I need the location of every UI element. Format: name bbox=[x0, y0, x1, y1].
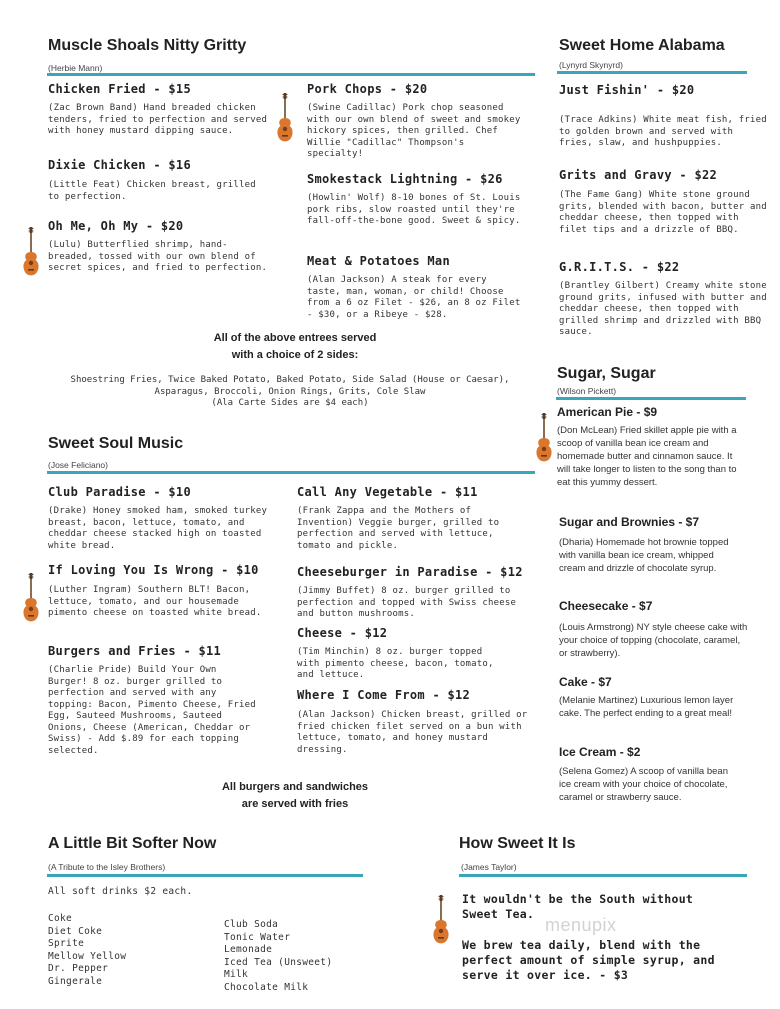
item-desc-ice-cream: (Selena Gomez) A scoop of vanilla bean ice cream with your choice of chocolate, caramel or strawberry sauce. bbox=[559, 766, 728, 803]
entrees-note bbox=[150, 330, 440, 364]
drinks-list-left bbox=[48, 913, 126, 988]
item-desc-cheeseburger-in-paradise: (Jimmy Buffet) 8 oz. burger grilled to perfection and topped with Swiss cheese and button mushrooms. bbox=[297, 586, 517, 619]
item-desc-meat-potatoes: (Alan Jackson) A steak for every taste, man, woman, or child! Choose from a 6 oz Filet - $26, an 8 oz Filet - $30, or a Ribeye - $28. bbox=[307, 275, 521, 320]
watermark: menupix bbox=[545, 915, 617, 935]
section-subtitle-sugar-sugar: (Wilson Pickett) bbox=[557, 386, 617, 396]
item-desc-grits: (Brantley Gilbert) Creamy white stone ground grits, infused with butter and cheddar cheese, then topped with grilled shrimp and drizzled with BBQ sauce. bbox=[559, 281, 767, 337]
sweet-tea-line-1: It wouldn't be the South without bbox=[462, 892, 694, 906]
section-subtitle-muscle-shoals: (Herbie Mann) bbox=[48, 63, 103, 73]
sweet-tea-line-2: Sweet Tea. bbox=[462, 907, 535, 921]
item-desc-american-pie: (Don McLean) Fried skillet apple pie with a scoop of vanilla bean ice cream and homemade butter and cinnamon sauce. It will take longer to listen to the song than to eat this yummy dessert. bbox=[557, 425, 737, 488]
drink-item: Chocolate Milk bbox=[224, 981, 309, 993]
drink-item: Milk bbox=[224, 969, 249, 980]
guitar-icon bbox=[21, 226, 41, 278]
section-title-sweet-home-alabama: Sweet Home Alabama bbox=[559, 37, 725, 54]
sides-line-1: Shoestring Fries, Twice Baked Potato, Baked Potato, Side Salad (House or Caesar), bbox=[70, 375, 510, 385]
section-subtitle-how-sweet-it-is: (James Taylor) bbox=[461, 862, 517, 872]
item-desc-cake: (Melanie Martinez) Luxurious lemon layer cake. The perfect ending to a great meal! bbox=[559, 695, 734, 719]
section-subtitle-a-little-bit-softer-now: (A Tribute to the Isley Brothers) bbox=[48, 862, 166, 872]
item-desc-grits-and-gravy: (The Fame Gang) White stone ground grits, blended with bacon, butter and cheddar cheese, then topped with filet tips and a drizzle of BBQ. bbox=[559, 190, 767, 235]
section-subtitle-sweet-soul-music: (Jose Feliciano) bbox=[48, 460, 108, 470]
item-title-burgers-and-fries: Burgers and Fries - $11 bbox=[48, 644, 222, 658]
sides-line-2: Asparagus, Broccoli, Onion Rings, Grits, Cole Slaw bbox=[154, 386, 426, 397]
entrees-note-line-2: with a choice of 2 sides: bbox=[231, 349, 359, 361]
item-desc-oh-me-oh-my: (Lulu) Butterflied shrimp, hand-breaded, tossed with our own blend of secret spices, and fried to perfection. bbox=[48, 240, 268, 273]
section-title-a-little-bit-softer-now: A Little Bit Softer Now bbox=[48, 835, 217, 852]
item-title-if-loving-you: If Loving You Is Wrong - $10 bbox=[48, 563, 259, 577]
item-title-american-pie: American Pie - $9 bbox=[557, 405, 658, 419]
item-desc-just-fishin: (Trace Adkins) White meat fish, fried to golden brown and served with fries, slaw, and hushpuppies. bbox=[559, 115, 767, 148]
item-title-cheesecake: Cheesecake - $7 bbox=[559, 599, 653, 613]
drink-item: Dr. Pepper bbox=[48, 963, 109, 974]
item-desc-call-any-vegetable: (Frank Zappa and the Mothers of Invention) Veggie burger, grilled to perfection and served with lettuce, tomato and pickle. bbox=[297, 506, 500, 551]
section-subtitle-sweet-home-alabama: (Lynyrd Skynyrd) bbox=[559, 60, 623, 70]
item-title-grits: G.R.I.T.S. - $22 bbox=[559, 260, 680, 274]
drink-item: Diet Coke bbox=[48, 925, 103, 937]
item-title-pork-chops: Pork Chops - $20 bbox=[307, 82, 428, 96]
item-title-grits-and-gravy: Grits and Gravy - $22 bbox=[559, 168, 718, 182]
item-desc-smokestack-lightning: (Howlin' Wolf) 8-10 bones of St. Louis pork ribs, slow roasted until they're fall-off-the-bone good. Sweet & spicy. bbox=[307, 193, 521, 226]
item-title-just-fishin: Just Fishin' - $20 bbox=[559, 83, 695, 97]
section-rule-sugar-sugar bbox=[556, 397, 746, 400]
section-rule-a-little-bit-softer-now bbox=[47, 874, 363, 877]
section-rule-how-sweet-it-is bbox=[459, 874, 747, 877]
section-title-how-sweet-it-is: How Sweet It Is bbox=[459, 835, 576, 852]
sweet-tea-line-4: perfect amount of simple syrup, and bbox=[462, 953, 715, 967]
item-title-chicken-fried: Chicken Fried - $15 bbox=[48, 82, 191, 96]
sides-line-3: (Ala Carte Sides are $4 each) bbox=[211, 398, 369, 408]
drink-item: Gingerale bbox=[48, 975, 103, 987]
burgers-note-line-1: All burgers and sandwiches bbox=[221, 781, 369, 793]
drink-item: Tonic Water bbox=[224, 931, 291, 943]
section-title-sweet-soul-music: Sweet Soul Music bbox=[48, 435, 184, 452]
item-desc-cheesecake: (Louis Armstrong) NY style cheese cake with your choice of topping (chocolate, caramel, or strawberry). bbox=[559, 622, 748, 659]
section-title-muscle-shoals: Muscle Shoals Nitty Gritty bbox=[48, 37, 247, 54]
drink-item: Sprite bbox=[48, 938, 85, 949]
item-title-dixie-chicken: Dixie Chicken - $16 bbox=[48, 158, 191, 172]
drink-item: Lemonade bbox=[224, 944, 273, 955]
section-rule-sweet-soul-music bbox=[47, 471, 535, 474]
item-title-cake: Cake - $7 bbox=[559, 675, 612, 689]
sweet-tea-line-3: We brew tea daily, blend with the bbox=[462, 938, 701, 952]
guitar-icon bbox=[275, 92, 295, 144]
item-title-ice-cream: Ice Cream - $2 bbox=[559, 745, 641, 759]
item-title-oh-me-oh-my: Oh Me, Oh My - $20 bbox=[48, 219, 184, 233]
guitar-icon bbox=[534, 412, 554, 464]
drink-item: Club Soda bbox=[224, 919, 279, 930]
item-title-where-i-come-from: Where I Come From - $12 bbox=[297, 688, 471, 702]
entrees-note-line-1: All of the above entrees served bbox=[213, 332, 377, 344]
item-title-sugar-and-brownies: Sugar and Brownies - $7 bbox=[559, 515, 700, 529]
section-rule-muscle-shoals bbox=[47, 73, 535, 76]
sides-list bbox=[40, 375, 540, 410]
item-desc-chicken-fried: (Zac Brown Band) Hand breaded chicken tenders, fried to perfection and served with honey mustard dipping sauce. bbox=[48, 103, 268, 136]
burgers-note-line-2: are served with fries bbox=[241, 798, 349, 810]
section-title-sugar-sugar: Sugar, Sugar bbox=[557, 365, 656, 382]
section-rule-sweet-home-alabama bbox=[557, 71, 747, 74]
item-desc-cheese: (Tim Minchin) 8 oz. burger topped with pimento cheese, bacon, tomato, and lettuce. bbox=[297, 647, 494, 680]
item-desc-burgers-and-fries: (Charlie Pride) Build Your Own Burger! 8 oz. burger grilled to perfection and served with any topping: Bacon, Pimento Cheese, Fried Egg, Sauteed Mushrooms, Sauteed Onions, Cheese (American, Cheddar or Swiss) - Add $.89 for each topping selected. bbox=[48, 665, 256, 756]
item-desc-club-paradise: (Drake) Honey smoked ham, smoked turkey breast, bacon, lettuce, tomato, and cheddar cheese stacked high on toasted white bread. bbox=[48, 506, 268, 551]
item-desc-where-i-come-from: (Alan Jackson) Chicken breast, grilled or fried chicken filet served on a bun with lettuce, tomato, and honey mustard dressing. bbox=[297, 710, 528, 755]
item-desc-dixie-chicken: (Little Feat) Chicken breast, grilled to perfection. bbox=[48, 180, 256, 202]
item-desc-pork-chops: (Swine Cadillac) Pork chop seasoned with our own blend of sweet and smokey hickory spices, then grilled. Chef Willie "Cadillac" Thompson's specialty! bbox=[307, 103, 521, 159]
drink-item: Coke bbox=[48, 913, 73, 924]
item-title-cheese: Cheese - $12 bbox=[297, 626, 388, 640]
burgers-note bbox=[170, 779, 420, 813]
item-title-call-any-vegetable: Call Any Vegetable - $11 bbox=[297, 485, 478, 499]
item-desc-sugar-and-brownies: (Dharia) Homemade hot brownie topped with vanilla bean ice cream, whipped cream and drizzle of chocolate syrup. bbox=[559, 537, 729, 574]
item-desc-if-loving-you: (Luther Ingram) Southern BLT! Bacon, lettuce, tomato, and our housemade pimento cheese on toasted white bread. bbox=[48, 585, 262, 618]
guitar-icon bbox=[21, 572, 41, 624]
drink-item: Mellow Yellow bbox=[48, 950, 127, 962]
drink-item: Iced Tea (Unsweet) bbox=[224, 956, 333, 968]
sweet-tea-details bbox=[462, 938, 762, 983]
item-title-club-paradise: Club Paradise - $10 bbox=[48, 485, 191, 499]
soft-drinks-note: All soft drinks $2 each. bbox=[48, 886, 193, 897]
guitar-icon bbox=[431, 894, 451, 946]
sweet-tea-line-5: serve it over ice. - $3 bbox=[462, 968, 629, 982]
item-title-meat-potatoes: Meat & Potatoes Man bbox=[307, 254, 450, 268]
item-title-smokestack-lightning: Smokestack Lightning - $26 bbox=[307, 172, 503, 186]
item-title-cheeseburger-in-paradise: Cheeseburger in Paradise - $12 bbox=[297, 565, 523, 579]
drinks-list-right bbox=[224, 919, 332, 994]
